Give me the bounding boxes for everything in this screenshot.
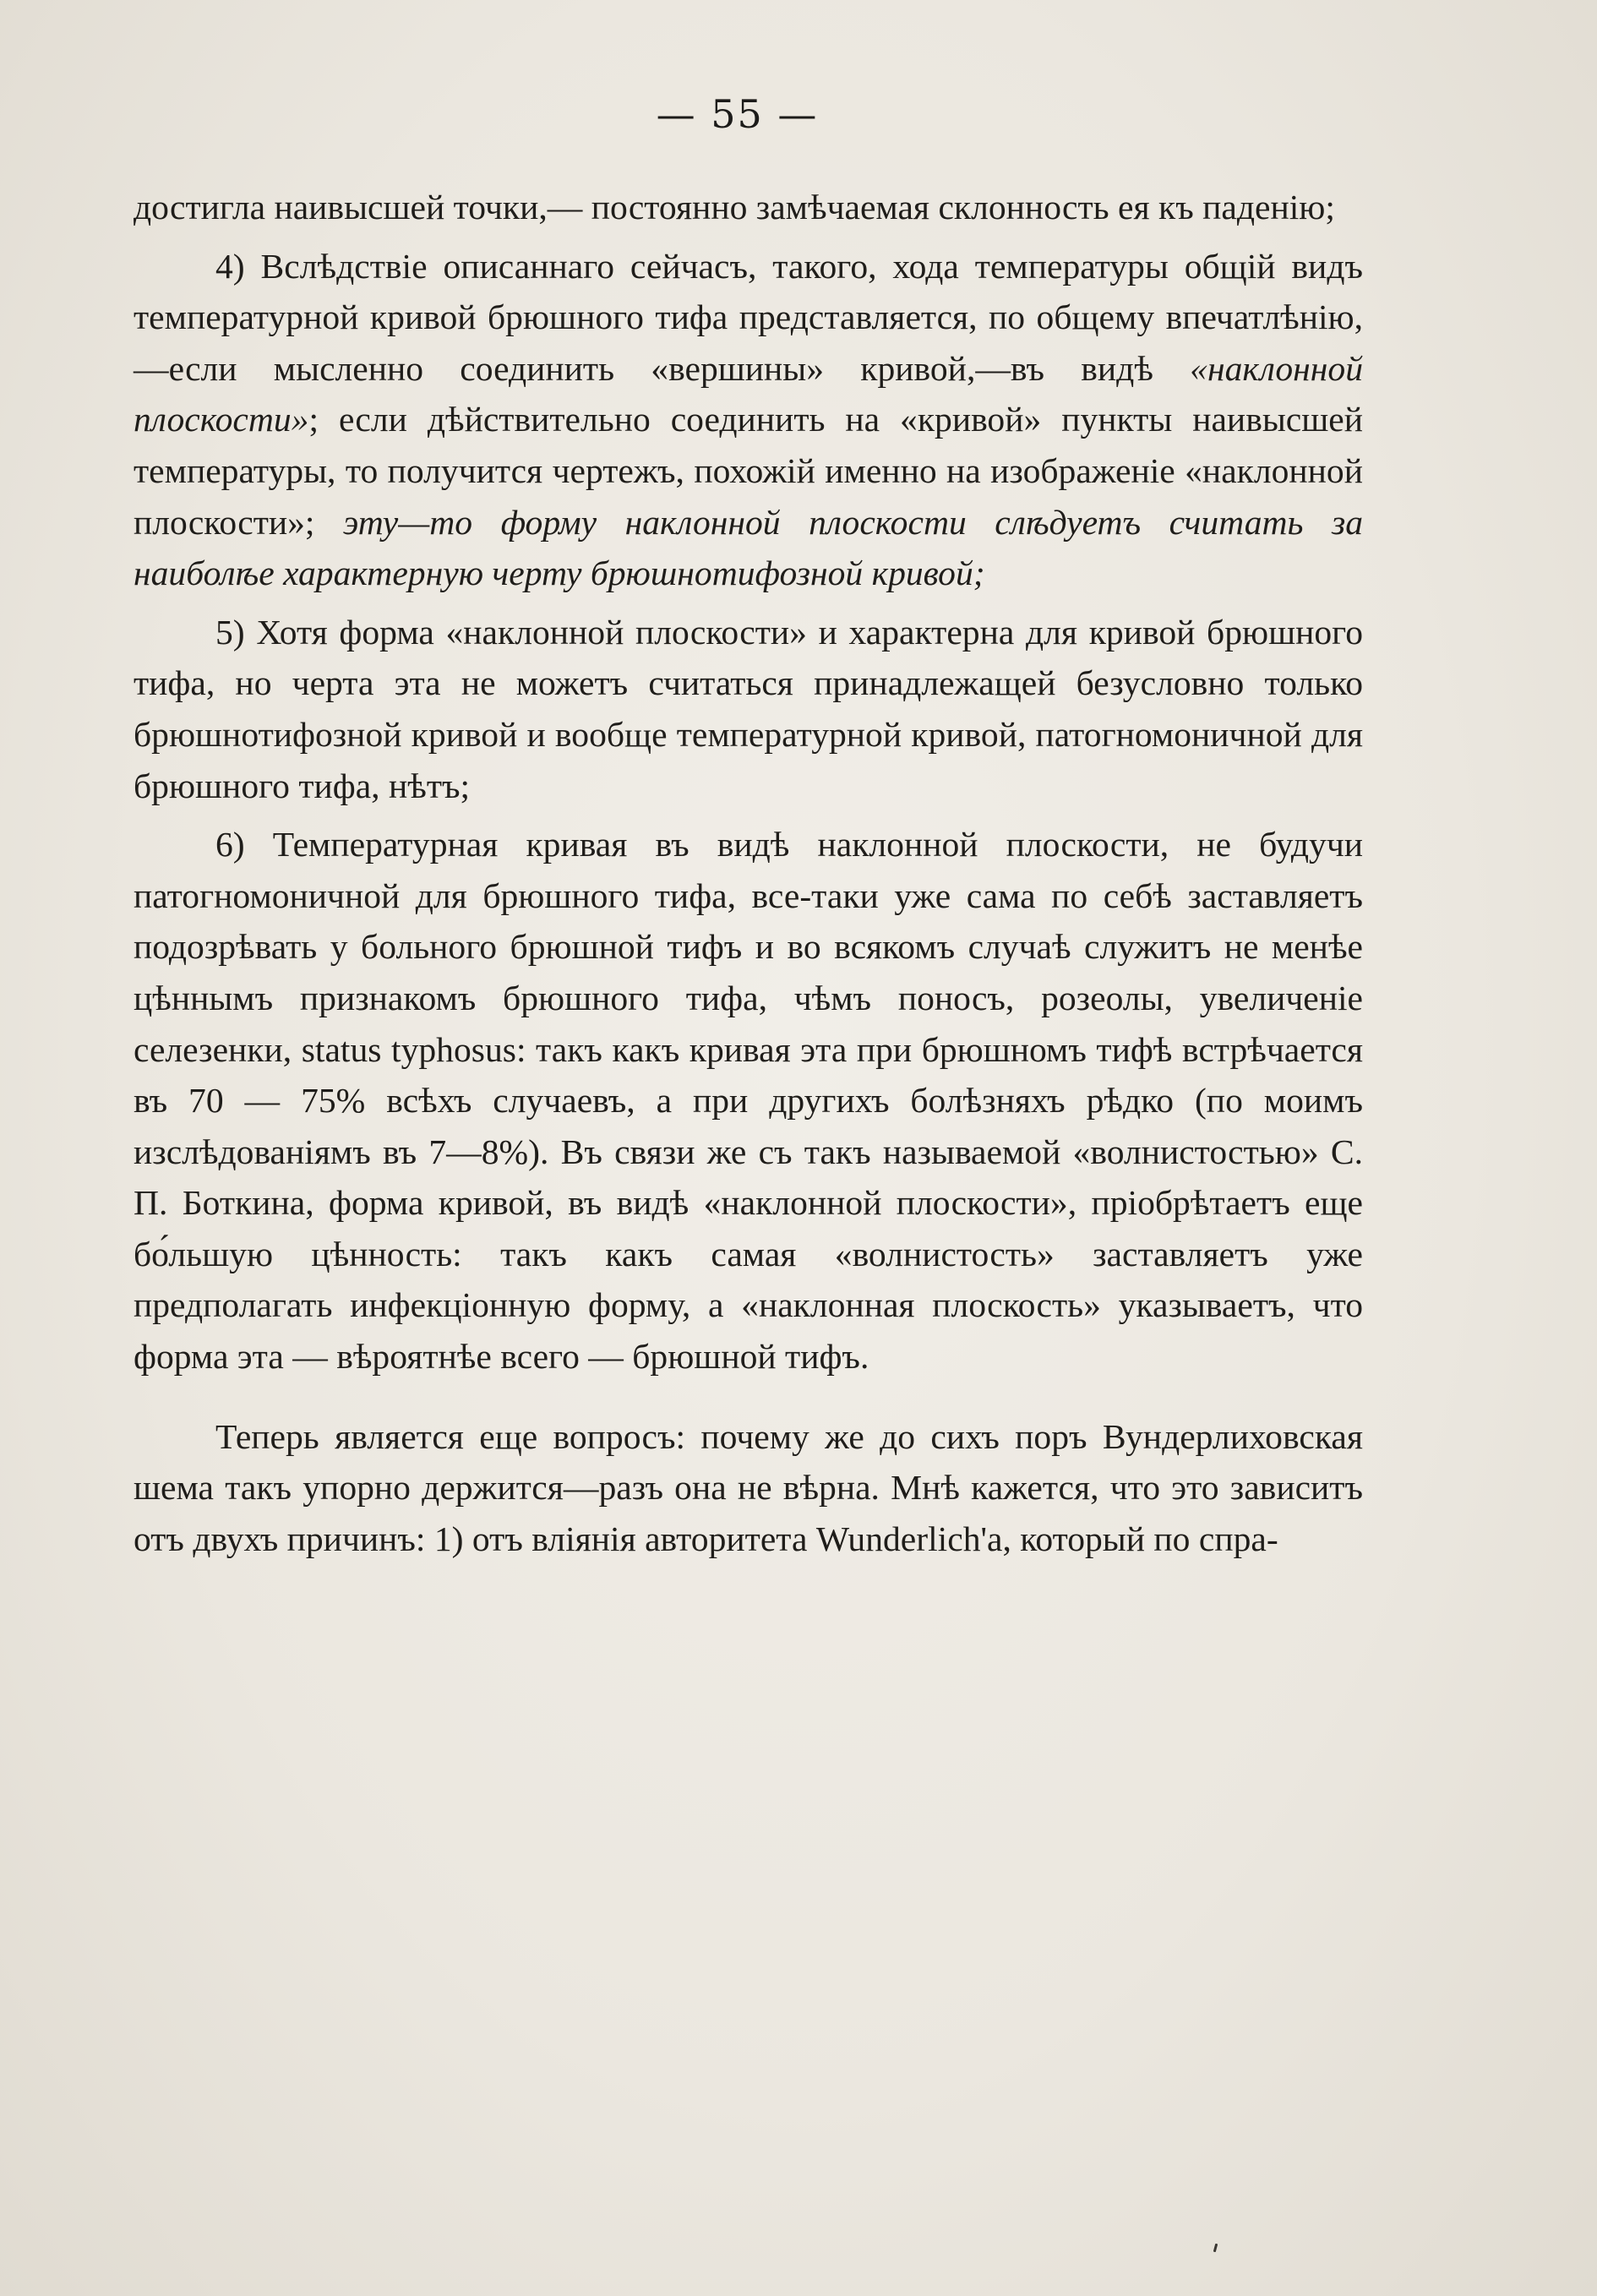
ink-speck (1213, 2244, 1218, 2252)
italic-text-run: «наклонной плоскости» (134, 348, 1363, 439)
text-run: 5) Хотя форма «наклонной плоскости» и характерна для кривой брюшного тифа, но черта эта не можетъ считаться принадлежащей безусловно только брюшнотифозной кривой и вообще температурной кривой, патогномоничной для брюшного тифа, нѣтъ; (134, 612, 1363, 805)
paragraph-point-6 (134, 819, 1363, 1383)
page-number: — 55 — (656, 91, 819, 137)
paragraph-continuation (134, 182, 1363, 233)
text-run: достигла наивысшей точки,— постоянно замѣчаемая склонность ея къ паденію; (134, 188, 1335, 226)
paragraph-point-5 (134, 607, 1363, 811)
body-text (134, 182, 1363, 1564)
paragraph-question (134, 1411, 1363, 1565)
text-run: ; если дѣйствительно соединить на «кривой» пункты наивысшей температуры, то получится чертежъ, похожій именно на изображеніе «наклонной плоскости»; (134, 400, 1363, 542)
italic-text-run: эту—то форму наклонной плоскости слѣдуетъ считать за наиболѣе характерную черту брюшнотифозной кривой; (134, 502, 1363, 593)
text-run: 4) Вслѣдствіе описаннаго сейчасъ, такого, хода температуры общій видъ температурной кривой брюшного тифа представляется, по общему впечатлѣнію,—если мысленно соединить «вершины» кривой,—въ видѣ (134, 246, 1363, 388)
text-run: 6) Температурная кривая въ видѣ наклонной плоскости, не будучи патогномоничной для брюшного тифа, все-таки уже сама по себѣ заставляетъ подозрѣвать у больного брюшной тифъ и во всякомъ случаѣ служитъ не менѣе цѣннымъ признакомъ брюшного тифа, чѣмъ поносъ, розеолы, увеличеніе селезенки, status typhosus: такъ какъ кривая эта при брюшномъ тифѣ встрѣчается въ 70 — 75% всѣхъ случаевъ, а при другихъ болѣзняхъ рѣдко (по моимъ изслѣдованіямъ въ 7—8%). Въ связи же съ такъ называемой «волнистостью» С. П. Боткина, форма кривой, въ видѣ «наклонной плоскости», пріобрѣтаетъ еще бо́льшую цѣнность: такъ какъ самая «волнистость» заставляетъ уже предполагать инфекціонную форму, а «наклонная плоскость» указываетъ, что форма эта — вѣроятнѣе всего — брюшной тифъ. (134, 825, 1363, 1377)
text-run: Теперь является еще вопросъ: почему же до сихъ поръ Вундерлиховская шема такъ упорно держится—разъ она не вѣрна. Мнѣ кажется, что это зависитъ отъ двухъ причинъ: 1) отъ вліянія авторитета Wunderlich'а, который по спра- (134, 1416, 1363, 1558)
paragraph-point-4 (134, 241, 1363, 599)
